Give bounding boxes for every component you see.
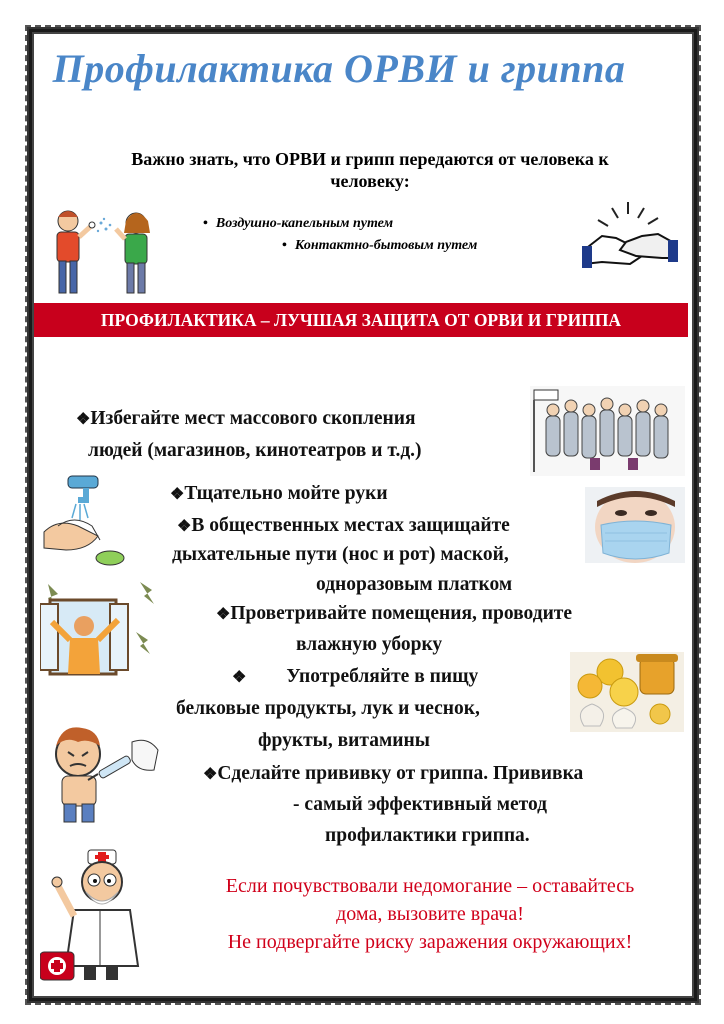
- bullet-diamond-icon: ❖: [76, 411, 91, 428]
- tip-avoid-crowds-line-1: [76, 404, 416, 435]
- bullet-diamond-icon: ❖: [203, 766, 218, 783]
- tip-2-text: Тщательно мойте руки: [184, 483, 388, 504]
- warning-line-1: Если почувствовали недомогание – оставайтесь: [225, 875, 635, 897]
- page-title: Профилактика ОРВИ и гриппа: [52, 46, 626, 91]
- tip-ventilate-line-1: [216, 599, 572, 630]
- tip-5-text-1: Употребляйте в пищу: [286, 666, 479, 687]
- healthy-food-photo: [570, 652, 684, 732]
- route-airborne-label: Воздушно-капельным путем: [215, 216, 394, 231]
- route-airborne: • Воздушно-капельным путем: [203, 216, 394, 231]
- tip-6-text-3: профилактики гриппа.: [325, 825, 530, 846]
- vaccination-boy-illustration: [38, 712, 164, 830]
- tip-5-text-2: белковые продукты, лук и чеснок,: [176, 698, 480, 719]
- tip-4-text-1: Проветривайте помещения, проводите: [230, 603, 573, 624]
- hand-washing-illustration: [38, 470, 138, 570]
- tip-1-text-2: людей (магазинов, кинотеатров и т.д.): [88, 440, 422, 461]
- intro-line-1: Важно знать, что ОРВИ и грипп передаются от человека к: [131, 149, 609, 169]
- intro-line-2: человеку:: [330, 171, 410, 191]
- tip-6-text-1: Сделайте прививку от гриппа. Прививка: [217, 763, 584, 784]
- warning-message: [150, 872, 710, 956]
- warning-line-2: дома, вызовите врача!: [336, 903, 524, 925]
- bullet-diamond-icon: ❖: [170, 486, 185, 503]
- tip-3-text-2: дыхательные пути (нос и рот) маской,: [172, 544, 509, 565]
- handshake-illustration: [582, 198, 678, 276]
- tip-3-text-3: одноразовым платком: [316, 574, 513, 595]
- open-window-illustration: [40, 580, 160, 680]
- tip-food-line-1: [232, 662, 478, 693]
- route-contact-label: Контактно-бытовым путем: [294, 238, 478, 253]
- bullet-diamond-icon: ❖: [177, 518, 192, 535]
- bullet-diamond-icon: ❖: [232, 669, 247, 686]
- prevention-banner: ПРОФИЛАКТИКА – ЛУЧШАЯ ЗАЩИТА ОТ ОРВИ И ГРИППА: [34, 303, 688, 337]
- tip-mask-line-1: [177, 511, 510, 542]
- crowd-illustration: [530, 386, 685, 476]
- tip-wash-hands: [170, 479, 388, 510]
- sneezing-children-illustration: [46, 203, 166, 299]
- tip-5-text-3: фрукты, витамины: [258, 730, 430, 751]
- tip-1-text-1: Избегайте мест массового скопления: [90, 408, 416, 429]
- bullet-diamond-icon: ❖: [216, 606, 231, 623]
- doctor-illustration: [40, 846, 160, 986]
- tip-3-text-1: В общественных местах защищайте: [191, 515, 510, 536]
- route-contact: • Контактно-бытовым путем: [282, 238, 478, 253]
- warning-line-3: Не подвергайте риску заражения окружающих!: [227, 931, 633, 953]
- tip-vaccine-line-1: [203, 759, 583, 790]
- tip-4-text-2: влажную уборку: [296, 634, 443, 655]
- intro-text: [60, 148, 680, 192]
- tip-6-text-2: - самый эффективный метод: [293, 794, 548, 815]
- face-mask-photo: [585, 487, 685, 563]
